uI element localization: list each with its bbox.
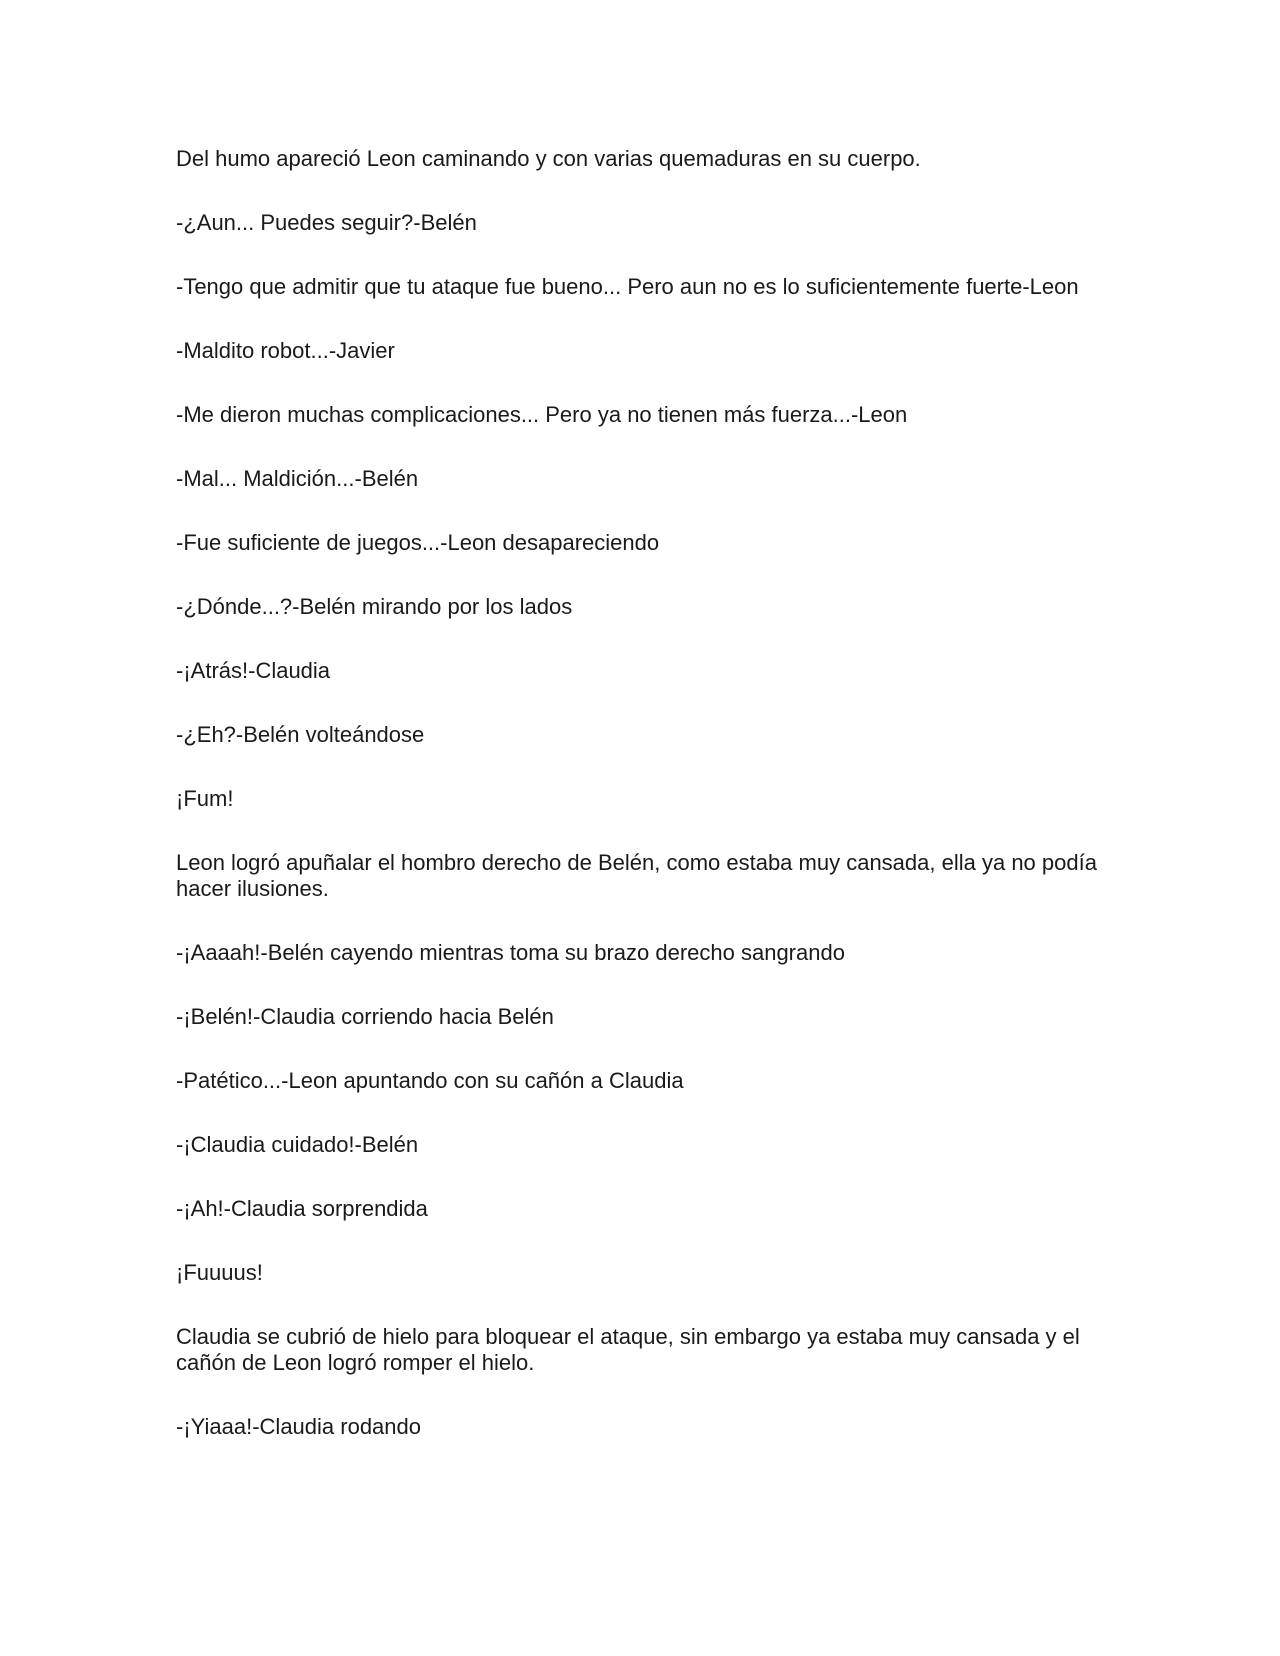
- dialogue-line: -Mal... Maldición...-Belén: [176, 466, 419, 491]
- narration-paragraph: Del humo apareció Leon caminando y con varias quemaduras en su cuerpo.: [176, 146, 921, 171]
- narration-paragraph: Claudia se cubrió de hielo para bloquear el ataque, sin embargo ya estaba muy cansada y el cañón de Leon logró romper el hielo.: [176, 1324, 1080, 1375]
- dialogue-line: -¡Claudia cuidado!-Belén: [176, 1132, 419, 1157]
- dialogue-line: -¡Belén!-Claudia corriendo hacia Belén: [176, 1004, 554, 1029]
- dialogue-line: -¡Yiaaa!-Claudia rodando: [176, 1414, 421, 1439]
- dialogue-line: -¿Eh?-Belén volteándose: [176, 722, 425, 747]
- dialogue-line: -Fue suficiente de juegos...-Leon desapareciendo: [176, 530, 660, 555]
- dialogue-line: -Maldito robot...-Javier: [176, 338, 395, 363]
- dialogue-line: -¡Atrás!-Claudia: [176, 658, 331, 683]
- sound-effect: ¡Fuuuus!: [176, 1260, 263, 1285]
- dialogue-line: -Tengo que admitir que tu ataque fue bueno... Pero aun no es lo suficientemente fuerte-Leon: [176, 274, 1079, 299]
- sound-effect: ¡Fum!: [176, 786, 234, 811]
- narration-paragraph: Leon logró apuñalar el hombro derecho de Belén, como estaba muy cansada, ella ya no podía hacer ilusiones.: [176, 850, 1097, 901]
- dialogue-line: -Me dieron muchas complicaciones... Pero ya no tienen más fuerza...-Leon: [176, 402, 908, 427]
- dialogue-line: -Patético...-Leon apuntando con su cañón a Claudia: [176, 1068, 684, 1093]
- document-body: [176, 146, 1116, 1440]
- dialogue-line: -¡Aaaah!-Belén cayendo mientras toma su brazo derecho sangrando: [176, 940, 845, 965]
- dialogue-line: -¡Ah!-Claudia sorprendida: [176, 1196, 428, 1221]
- dialogue-line: -¿Dónde...?-Belén mirando por los lados: [176, 594, 573, 619]
- dialogue-line: -¿Aun... Puedes seguir?-Belén: [176, 210, 477, 235]
